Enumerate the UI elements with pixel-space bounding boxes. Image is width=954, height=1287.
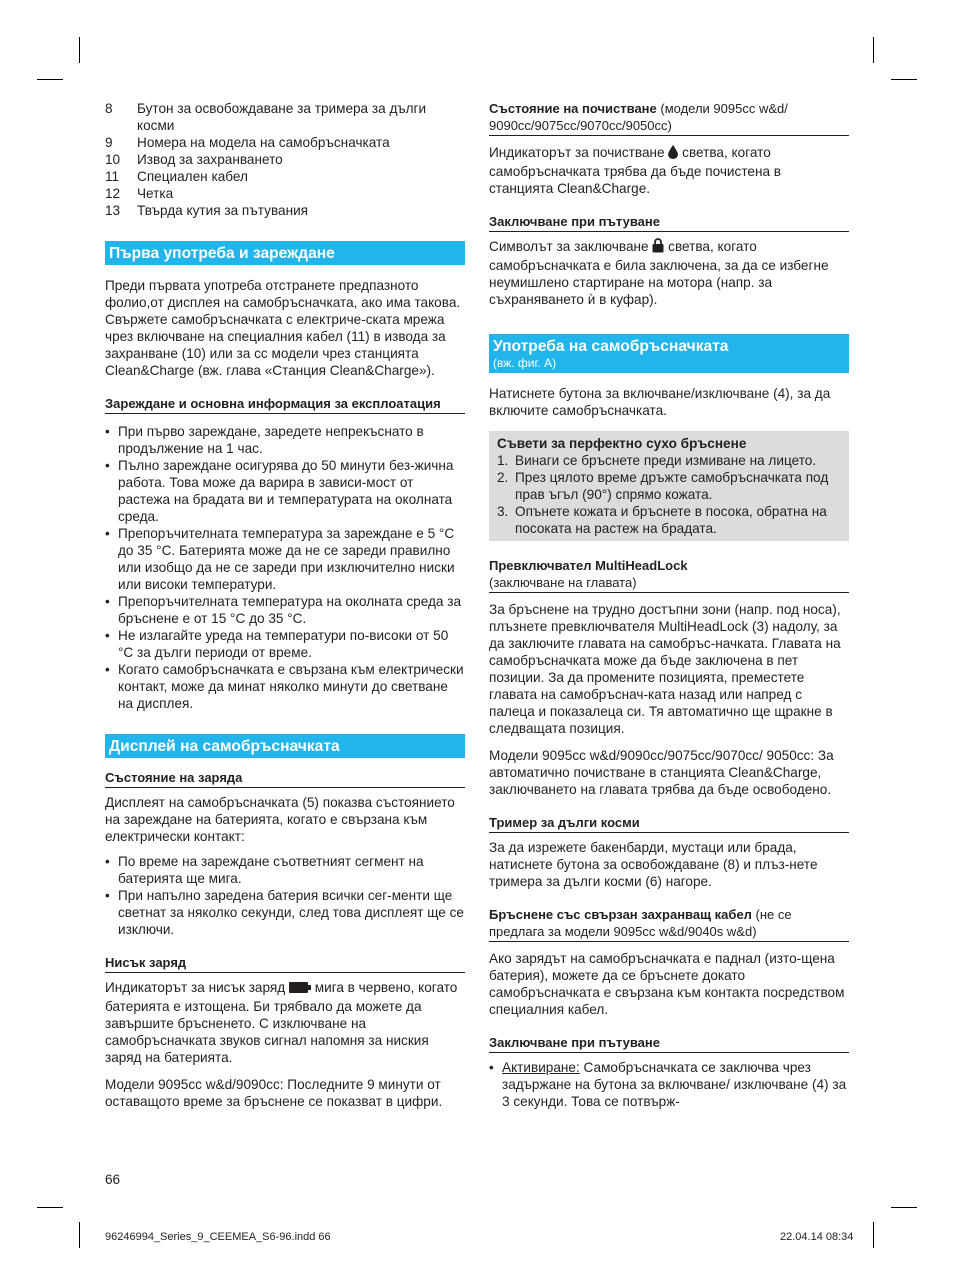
subheading-multiheadlock: Превключвател MultiHeadLock (заключване на главата) xyxy=(489,557,849,593)
crop-mark xyxy=(79,1222,80,1248)
footer-file-info: 96246994_Series_9_CEEMEA_S6-96.indd 66 xyxy=(105,1231,331,1243)
list-item: 8 Бутон за освобождаване за тримера за дълги косми xyxy=(105,101,427,133)
list-item: • По време на зареждане съответният сегмент на батерията ще мига. xyxy=(105,853,465,887)
crop-mark xyxy=(873,37,874,63)
charge-state-bullets xyxy=(105,853,465,938)
section-heading-first-use: Първа употреба и зареждане xyxy=(105,241,465,265)
first-use-intro: Преди първата употреба отстранете предпазното фолио,от дисплея на самобръсначката, ако има такова. Свържете самобръсначката с електриче-ската мрежа чрез включване на специалния кабел (11) в извода за захранване (10) или за cc модели чрез станцията Clean&Charge (вж. глава «Станция Clean&Charge»). xyxy=(105,278,461,378)
tips-list xyxy=(497,452,849,537)
left-column xyxy=(105,100,465,1110)
list-item: 9 Номера на модела на самобръсначката xyxy=(105,135,390,150)
list-item: • Препоръчителната температура на околната среда за бръснене е от 15 °C до 35 °C. xyxy=(105,593,465,627)
tips-box xyxy=(489,431,849,541)
list-item: • Активиране: Самобръсначката се заключва чрез задържане на бутона за включване/ изключване (4) за 3 секунди. Това се потвърж- xyxy=(489,1059,849,1110)
list-item: • Препоръчителната температура за зареждане е 5 °C до 35 °C. Батерията може да не се зареди правилно или изобщо да не се зареди при изключително ниски или високи температури. xyxy=(105,525,465,593)
list-item: • Не излагайте уреда на температури по-високи от 50 °C за дълги периоди от време. xyxy=(105,627,465,661)
list-item: • Пълно зареждане осигурява до 50 минути без-жична работа. Това може да варира в зависи-мост от растежа на брадата ви и температурата на околната среда. xyxy=(105,457,465,525)
footer-date-time: 22.04.14 08:34 xyxy=(780,1231,854,1243)
crop-mark xyxy=(79,37,80,63)
travel-lock-bullets xyxy=(489,1059,849,1110)
charging-bullets xyxy=(105,423,465,712)
crop-mark xyxy=(891,79,917,80)
list-item: 12 Четка xyxy=(105,186,174,201)
trimmer-text: За да изрежете бакенбарди, мустаци или брада, натиснете бутона за освобождаване (8) и плъз-нете тримера за дълги косми (6) нагоре. xyxy=(489,840,818,889)
list-item: • При напълно заредена батерия всички сег-менти ще светнат за няколко секунди, след това дисплеят ще се изключи. xyxy=(105,887,465,938)
low-battery-icon xyxy=(289,981,311,998)
multiheadlock-text: За бръснене на трудно достъпни зони (напр. под носа), плъзнете превключвателя MultiHeadLock (3) надолу, за да заключите главата на самобръс-начката. Главата на самобръсначката може да бъде заключена в пет позиции. За да промените позицията, преместете главата на самобръснач-ката назад или напред с палеца и показалеца си. Тя автоматично ще щракне в следващата позиция. xyxy=(489,602,841,736)
subheading-corded-shaving: Бръснене със свързан захранващ кабел (не се предлага за модели 9095cc w&d/9040s w&d) xyxy=(489,906,849,942)
subheading-trimmer: Тример за дълги косми xyxy=(489,814,849,833)
subheading-low-charge: Нисък заряд xyxy=(105,954,465,973)
drop-icon xyxy=(668,145,678,163)
cleaning-text: Индикаторът за почистване светва, когато самобръсначката трябва да бъде почистена в станцията Clean&Charge. xyxy=(489,145,782,196)
crop-mark xyxy=(37,79,63,80)
page-number: 66 xyxy=(105,1172,121,1187)
subheading-travel-lock: Заключване при пътуване xyxy=(489,213,849,232)
usage-intro: Натиснете бутона за включване/изключване (4), за да включите самобръсначката. xyxy=(489,386,831,418)
tips-title: Съвети за перфектно сухо бръснене xyxy=(497,436,747,451)
crop-mark xyxy=(891,1207,917,1208)
crop-mark xyxy=(37,1207,63,1208)
right-column xyxy=(489,100,849,1110)
corded-shaving-text: Ако зарядът на самобръсначката е паднал (изто-щена батерия), можете да се бръснете докато самобръсначката е свързана към контакта посредством специалния кабел. xyxy=(489,951,845,1017)
subheading-charge-state: Състояние на заряда xyxy=(105,769,465,788)
list-item: 2. През цялото време дръжте самобръсначката под прав ъгъл (90°) спрямо кожата. xyxy=(497,470,829,502)
subheading-cleaning-status: Състояние на почистване (модели 9095cc w&d/ 9090cc/9075cc/9070cc/9050cc) xyxy=(489,100,849,136)
lock-icon xyxy=(652,238,664,257)
travel-lock-text: Символът за заключване светва, когато самобръсначката е била заключена, за да се избегне неумишлено стартиране на мотора (напр. за съхраняването ѝ в куфар). xyxy=(489,239,829,307)
low-charge-text: Индикаторът за нисък заряд мига в червено, когато батерията е изтощена. Би трябвало да можете да завършите бръсненето. С изключване на самобръсначката звуков сигнал напомня за ниския заряд на батерията. xyxy=(105,980,458,1065)
list-item: 10 Извод за захранването xyxy=(105,152,283,167)
list-item: 11 Специален кабел xyxy=(105,169,248,184)
subheading-charging: Зареждане и основна информация за експлоатация xyxy=(105,395,465,414)
parts-list xyxy=(105,100,465,219)
low-charge-models-text: Модели 9095cc w&d/9090cc: Последните 9 минути от оставащото време за бръснене се показват в цифри. xyxy=(105,1077,443,1109)
list-item: 13 Твърда кутия за пътувания xyxy=(105,203,309,218)
list-item: 3. Опънете кожата и бръснете в посока, обратна на посоката на растеж на брадата. xyxy=(497,504,827,536)
multiheadlock-models-text: Модели 9095cc w&d/9090cc/9075cc/9070cc/ 9050cc: За автоматично почистване в станцията Clean&Charge, заключването на главата трябва да бъде освободено. xyxy=(489,748,834,797)
section-heading-usage: Употреба на самобръсначката (вж. фиг. A) xyxy=(489,334,849,373)
section-heading-display: Дисплей на самобръсначката xyxy=(105,734,465,758)
list-item: 1. Винаги се бръснете преди измиване на лицето. xyxy=(497,453,817,468)
crop-mark xyxy=(873,1222,874,1248)
list-item: • При първо зареждане, заредете непрекъснато в продължение на 1 час. xyxy=(105,423,465,457)
list-item: • Когато самобръсначката е свързана към електрически контакт, може да минат няколко минути до светване на дисплея. xyxy=(105,661,465,712)
subheading-travel-lock-2: Заключване при пътуване xyxy=(489,1034,849,1053)
charge-state-text: Дисплеят на самобръсначката (5) показва състоянието на зареждане на батерията, когато е свързана към електрически контакт: xyxy=(105,795,455,844)
